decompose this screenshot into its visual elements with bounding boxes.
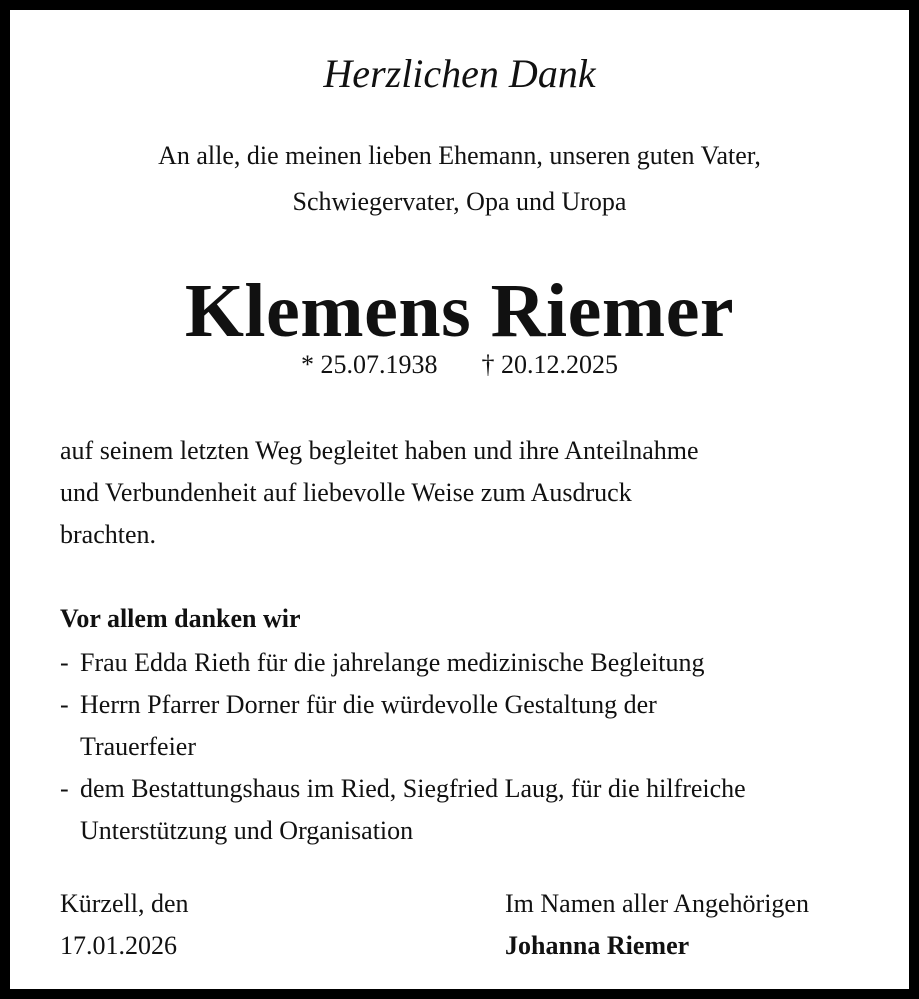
list-item bbox=[60, 768, 869, 852]
list-item bbox=[60, 642, 869, 684]
signature-line: Im Namen aller Angehörigen bbox=[505, 889, 809, 918]
thanks-list bbox=[60, 642, 869, 852]
life-dates bbox=[20, 350, 899, 380]
list-item-line-2: Unterstützung und Organisation bbox=[80, 816, 414, 845]
intro-text bbox=[20, 133, 899, 225]
deceased-name: Klemens Riemer bbox=[184, 269, 735, 353]
place-line: Kürzell, den bbox=[60, 889, 189, 918]
body-text bbox=[60, 430, 869, 556]
intro-line-2: Schwiegervater, Opa und Uropa bbox=[292, 187, 627, 216]
body-line-2: und Verbundenheit auf liebevolle Weise zum Ausdruck bbox=[60, 478, 632, 507]
body-line-1: auf seinem letzten Weg begleitet haben und ihre Anteilnahme bbox=[60, 436, 699, 465]
notice-title: Herzlichen Dank bbox=[323, 51, 596, 96]
death-date: † 20.12.2025 bbox=[481, 350, 618, 379]
place-and-date bbox=[60, 883, 189, 967]
thanks-heading: Vor allem danken wir bbox=[60, 604, 301, 633]
list-item-line-2: Trauerfeier bbox=[80, 732, 196, 761]
notice-date: 17.01.2026 bbox=[60, 931, 177, 960]
list-item-line-1: - Frau Edda Rieth für die jahrelange medizinische Begleitung bbox=[80, 648, 705, 677]
birth-date: * 25.07.1938 bbox=[301, 350, 438, 379]
list-item-line-1: - Herrn Pfarrer Dorner für die würdevolle Gestaltung der bbox=[80, 690, 657, 719]
body-line-3: brachten. bbox=[60, 520, 157, 549]
list-item bbox=[60, 684, 869, 768]
list-item-line-1: - dem Bestattungshaus im Ried, Siegfried Laug, für die hilfreiche bbox=[80, 774, 746, 803]
signature-name: Johanna Riemer bbox=[505, 931, 690, 960]
intro-line-1: An alle, die meinen lieben Ehemann, unseren guten Vater, bbox=[158, 141, 761, 170]
signature-block bbox=[505, 883, 809, 967]
